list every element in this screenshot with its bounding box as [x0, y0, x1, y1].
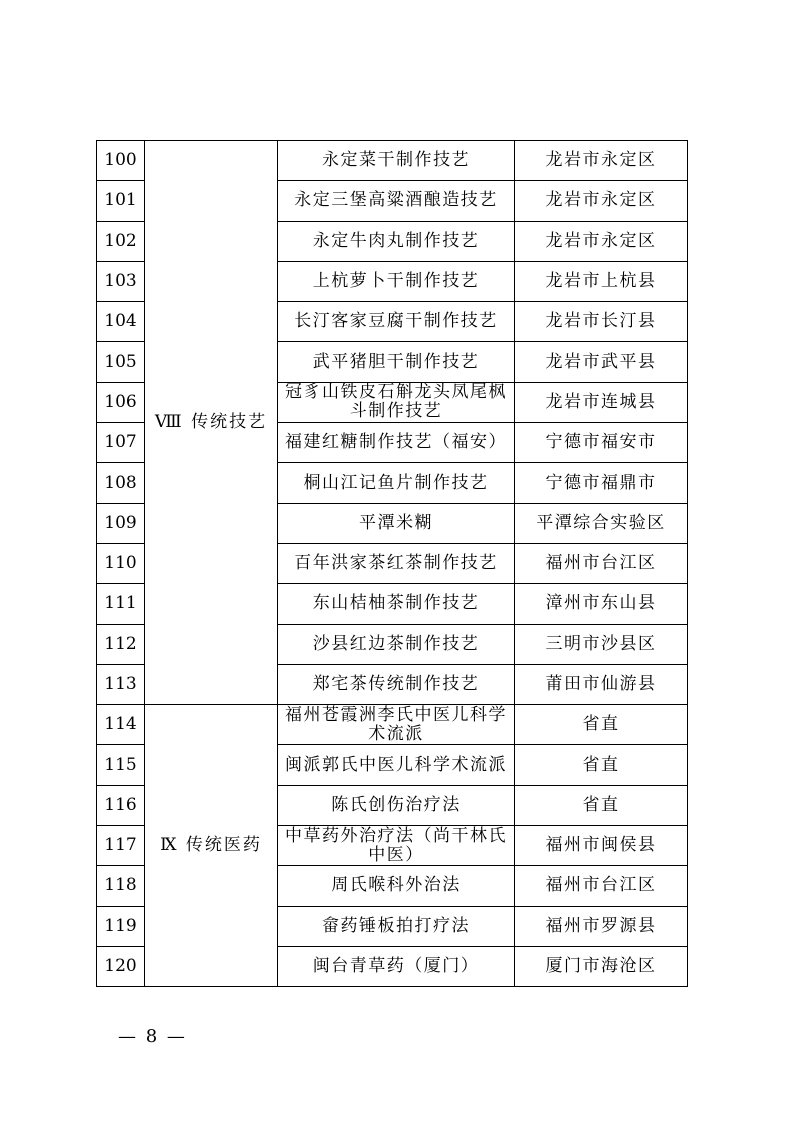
item-number: 106 — [97, 382, 145, 422]
applicant-region: 龙岩市永定区 — [515, 221, 688, 261]
item-number: 102 — [97, 221, 145, 261]
project-name: 陈氏创伤治疗法 — [278, 785, 515, 825]
project-name: 长汀客家豆腐干制作技艺 — [278, 302, 515, 342]
project-name: 冠豸山铁皮石斛龙头凤尾枫斗制作技艺 — [278, 382, 515, 422]
project-name: 畲药锤板拍打疗法 — [278, 906, 515, 946]
category-cell: Ⅷ 传统技艺 — [145, 141, 278, 705]
project-name: 武平猪胆干制作技艺 — [278, 342, 515, 382]
item-number: 120 — [97, 946, 145, 986]
applicant-region: 三明市沙县区 — [515, 624, 688, 664]
applicant-region: 省直 — [515, 745, 688, 785]
item-number: 105 — [97, 342, 145, 382]
applicant-region: 宁德市福鼎市 — [515, 463, 688, 503]
project-name: 百年洪家茶红茶制作技艺 — [278, 543, 515, 583]
project-name: 沙县红边茶制作技艺 — [278, 624, 515, 664]
project-name: 东山桔柚茶制作技艺 — [278, 584, 515, 624]
applicant-region: 福州市台江区 — [515, 866, 688, 906]
category-cell: Ⅸ 传统医药 — [145, 705, 278, 987]
project-name: 平潭米糊 — [278, 503, 515, 543]
item-number: 113 — [97, 664, 145, 704]
applicant-region: 漳州市东山县 — [515, 584, 688, 624]
item-number: 103 — [97, 261, 145, 301]
heritage-list-table — [96, 140, 688, 987]
applicant-region: 省直 — [515, 785, 688, 825]
item-number: 111 — [97, 584, 145, 624]
item-number: 112 — [97, 624, 145, 664]
applicant-region: 龙岩市武平县 — [515, 342, 688, 382]
applicant-region: 龙岩市连城县 — [515, 382, 688, 422]
item-number: 104 — [97, 302, 145, 342]
heritage-list-body — [97, 141, 688, 987]
item-number: 115 — [97, 745, 145, 785]
applicant-region: 厦门市海沧区 — [515, 946, 688, 986]
project-name: 永定三堡高粱酒酿造技艺 — [278, 181, 515, 221]
item-number: 114 — [97, 705, 145, 745]
project-name: 永定菜干制作技艺 — [278, 141, 515, 181]
project-name: 上杭萝卜干制作技艺 — [278, 261, 515, 301]
item-number: 110 — [97, 543, 145, 583]
applicant-region: 龙岩市上杭县 — [515, 261, 688, 301]
item-number: 100 — [97, 141, 145, 181]
applicant-region: 龙岩市永定区 — [515, 141, 688, 181]
applicant-region: 平潭综合实验区 — [515, 503, 688, 543]
applicant-region: 龙岩市长汀县 — [515, 302, 688, 342]
applicant-region: 福州市台江区 — [515, 543, 688, 583]
item-number: 116 — [97, 785, 145, 825]
table-row — [97, 141, 688, 181]
applicant-region: 福州市罗源县 — [515, 906, 688, 946]
item-number: 117 — [97, 826, 145, 866]
project-name: 闽台青草药（厦门） — [278, 946, 515, 986]
item-number: 119 — [97, 906, 145, 946]
applicant-region: 莆田市仙游县 — [515, 664, 688, 704]
applicant-region: 省直 — [515, 705, 688, 745]
table-row — [97, 705, 688, 745]
item-number: 101 — [97, 181, 145, 221]
applicant-region: 福州市闽侯县 — [515, 826, 688, 866]
applicant-region: 龙岩市永定区 — [515, 181, 688, 221]
project-name: 闽派郭氏中医儿科学术流派 — [278, 745, 515, 785]
project-name: 福州苍霞洲李氏中医儿科学术流派 — [278, 705, 515, 745]
item-number: 118 — [97, 866, 145, 906]
project-name: 郑宅茶传统制作技艺 — [278, 664, 515, 704]
project-name: 桐山江记鱼片制作技艺 — [278, 463, 515, 503]
item-number: 108 — [97, 463, 145, 503]
page-number: — 8 — — [118, 1026, 187, 1047]
project-name: 福建红糖制作技艺（福安） — [278, 423, 515, 463]
item-number: 109 — [97, 503, 145, 543]
project-name: 永定牛肉丸制作技艺 — [278, 221, 515, 261]
project-name: 周氏喉科外治法 — [278, 866, 515, 906]
applicant-region: 宁德市福安市 — [515, 423, 688, 463]
item-number: 107 — [97, 423, 145, 463]
project-name: 中草药外治疗法（尚干林氏中医） — [278, 826, 515, 866]
